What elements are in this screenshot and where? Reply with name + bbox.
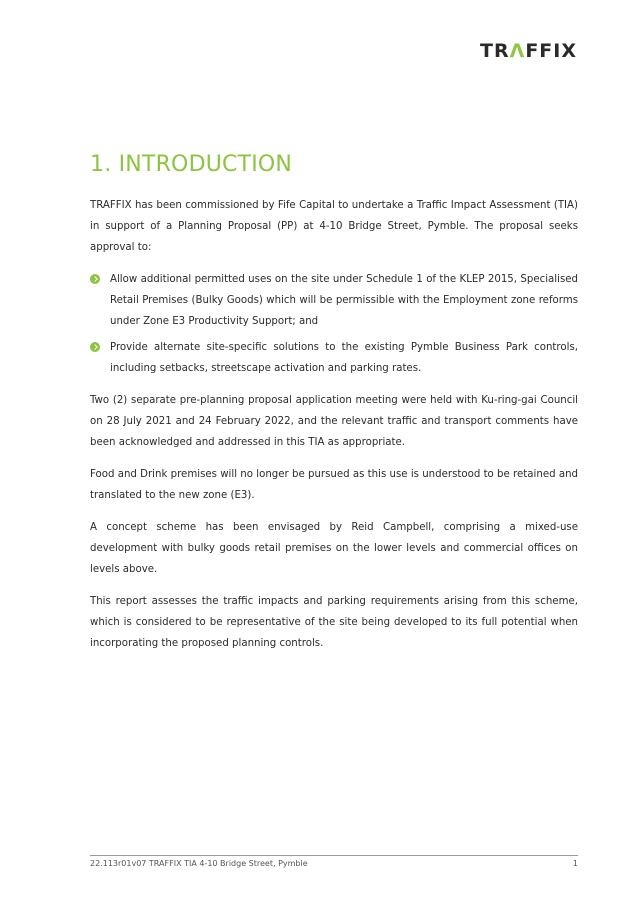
document-body — [90, 195, 578, 665]
intro-paragraph: TRAFFIX has been commissioned by Fife Capital to undertake a Traffic Impact Assessment (TIA) in support of a Planning Proposal (PP) at 4-10 Bridge Street, Pymble. The proposal seeks approval to: — [90, 200, 578, 253]
logo-text-start: TR — [480, 40, 510, 62]
food-drink-paragraph: Food and Drink premises will no longer be pursued as this use is understood to be retained and translated to the new zone (E3). — [90, 469, 578, 501]
list-item — [90, 269, 578, 332]
chevron-bullet-icon — [90, 274, 100, 284]
list-item-text: Allow additional permitted uses on the site under Schedule 1 of the KLEP 2015, Specialised Retail Premises (Bulky Goods) which will be permissible with the Employment zone reforms under Zone E3 Productivity Support; and — [110, 274, 578, 327]
logo-text-end: FFIX — [525, 40, 577, 62]
footer-document-ref: 22.113r01v07 TRAFFIX TIA 4-10 Bridge Street, Pymble — [90, 859, 308, 868]
chevron-bullet-icon — [90, 342, 100, 352]
list-item — [90, 337, 578, 379]
approval-list — [90, 269, 578, 379]
logo-mark: Λ — [509, 40, 526, 62]
section-title: 1. INTRODUCTION — [90, 152, 293, 177]
footer-divider — [90, 855, 578, 856]
page-number: 1 — [572, 859, 578, 868]
report-scope-paragraph: This report assesses the traffic impacts and parking requirements arising from this scheme, which is considered to be representative of the site being developed to its full potential when incorporating the proposed planning controls. — [90, 596, 578, 649]
list-item-text: Provide alternate site-specific solutions to the existing Pymble Business Park controls, including setbacks, streetscape activation and parking rates. — [110, 342, 578, 374]
concept-scheme-paragraph: A concept scheme has been envisaged by Reid Campbell, comprising a mixed-use development with bulky goods retail premises on the lower levels and commercial offices on levels above. — [90, 522, 578, 575]
meetings-paragraph: Two (2) separate pre-planning proposal application meeting were held with Ku-ring-gai Council on 28 July 2021 and 24 February 2022, and the relevant traffic and transport comments have been acknowledged and addressed in this TIA as appropriate. — [90, 395, 578, 448]
traffix-logo — [480, 40, 577, 62]
